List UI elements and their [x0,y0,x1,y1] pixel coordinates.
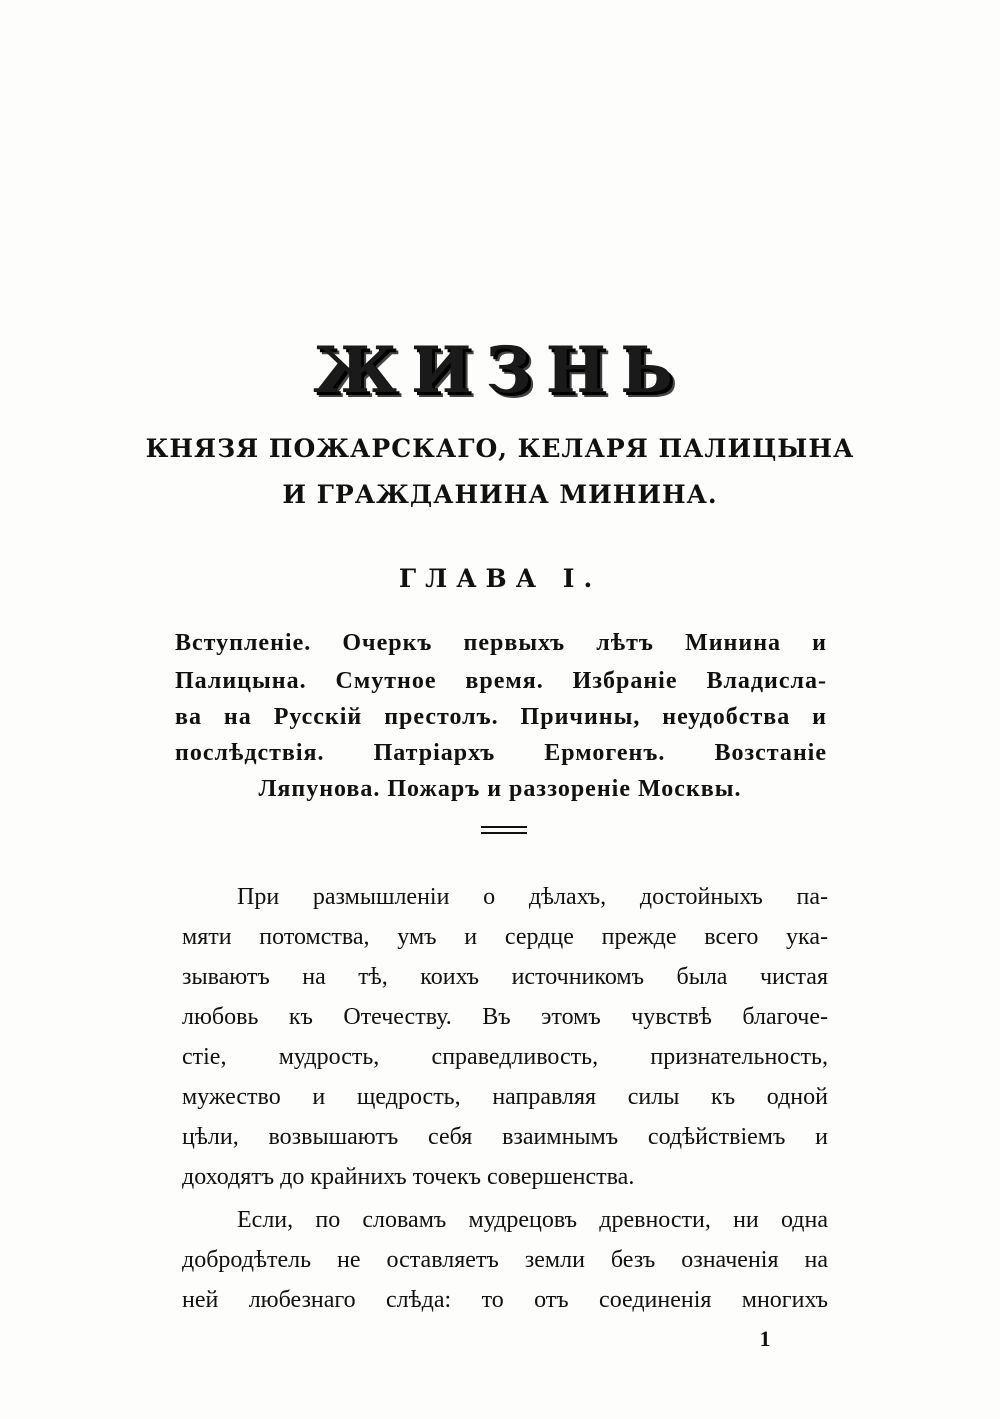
main-title: ЖИЗНЬ [313,333,687,408]
chapter-summary-line: ва на Русскій престолъ. Причины, неудобства и [175,704,827,730]
chapter-summary-line: Палицына. Смутное время. Избраніе Владисла- [175,668,827,694]
body-text-line: стіе, мудрость, справедливость, признательность, [182,1044,828,1070]
chapter-summary-line: послѣдствія. Патріархъ Ермогенъ. Возстаніе [175,740,827,766]
body-text-line: При размышленіи о дѣлахъ, достойныхъ па- [237,884,828,910]
chapter-summary-line: Вступленіе. Очеркъ первыхъ лѣтъ Минина и [175,630,827,656]
body-text-line: зываютъ на тѣ, коихъ источникомъ была чистая [182,964,828,990]
chapter-heading: ГЛАВА I. [398,564,602,593]
body-text-line: ней любезнаго слѣда: то отъ соединенія многихъ [182,1287,828,1313]
body-text-line: мяти потомства, умъ и сердце прежде всего ука- [182,924,828,950]
subtitle-line-2: И ГРАЖДАНИНА МИНИНА. [282,480,718,509]
body-text-line: любовь къ Отечеству. Въ этомъ чувствѣ благоче- [182,1004,828,1030]
body-text-line: Если, по словамъ мудрецовъ древности, ни одна [237,1207,828,1233]
body-text-line: добродѣтель не оставляетъ земли безъ означенія на [182,1247,828,1273]
body-text-line: мужество и щедрость, направляя силы къ одной [182,1084,828,1110]
body-text-line: доходятъ до крайнихъ точекъ совершенства. [182,1164,635,1190]
chapter-summary-line: Ляпунова. Пожаръ и раззореніе Москвы. [258,776,742,802]
subtitle-line-1: КНЯЗЯ ПОЖАРСКАГО, КЕЛАРЯ ПАЛИЦЫНА [145,434,855,463]
double-rule-divider [481,826,527,834]
body-text-line: цѣли, возвышаютъ себя взаимнымъ содѣйствіемъ и [182,1124,828,1150]
page-number: 1 [759,1326,771,1351]
